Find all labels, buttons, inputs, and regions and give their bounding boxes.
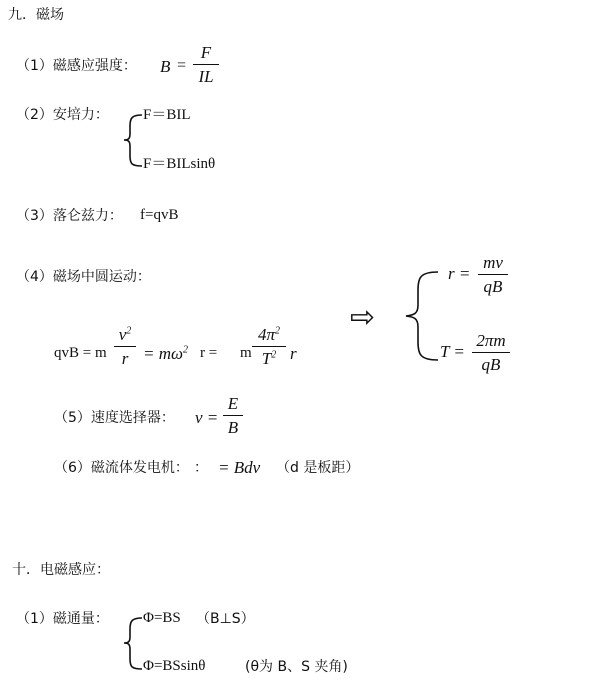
r-lhs: r = [448, 264, 471, 283]
s2-line2: F＝BILsinθ [143, 156, 216, 172]
brace-circular [406, 272, 438, 360]
brace-ampere [124, 115, 142, 166]
qvb-sup-3: 2 [275, 325, 281, 337]
qvb-lhs: qvB = m [54, 345, 107, 361]
s1-numerator: F [200, 43, 212, 62]
qvb-den-1: r [121, 349, 129, 368]
s1-denominator: IL [198, 67, 214, 86]
qvb-den-2: T [261, 349, 272, 368]
s1-label: （1）磁感应强度： [16, 58, 137, 74]
qvb-r: r = [200, 345, 218, 361]
s6-formula: = Bdv [218, 458, 261, 477]
s2-line1: F＝BIL [143, 107, 191, 123]
s3-formula: f=qvB [140, 207, 179, 223]
right-arrow-icon: ⇨ [350, 300, 376, 335]
section-10-title: 十．电磁感应： [12, 562, 110, 578]
qvb-mid: = $m\omega^2$ [143, 344, 189, 363]
s6-colon: ： [194, 460, 208, 476]
qvb-r2: r [290, 344, 297, 363]
t-lhs: T = [440, 342, 465, 361]
s10-1-note2: (θ为 B、S 夹角) [245, 659, 348, 675]
s3-label: （3）落仑兹力： [16, 208, 123, 224]
s10-1-line2: Φ=BSsinθ [143, 658, 206, 674]
s10-1-line1: Φ=BS [143, 610, 181, 626]
s5-denominator: B [227, 418, 239, 437]
s10-1-label: （1）磁通量： [16, 611, 109, 627]
s4-label: （4）磁场中圆运动： [16, 269, 151, 285]
s5-lhs: v = [195, 408, 219, 427]
qvb-sup-1: 2 [126, 325, 132, 337]
s6-label: （6）磁流体发电机： [54, 460, 189, 476]
qvb-num-1: v [118, 325, 127, 344]
r-denominator: qB [483, 277, 503, 296]
section-9-title: 九．磁场 [8, 7, 64, 23]
brace-flux [124, 618, 142, 669]
qvb-sup-2: 2 [183, 344, 189, 356]
s10-1-note1: （B⊥S） [196, 611, 255, 627]
qvb-m: m [240, 345, 252, 361]
qvb-sup-4: 2 [271, 349, 277, 361]
t-numerator: 2πm [476, 331, 506, 350]
s1-lhs: B [160, 57, 171, 76]
s1-eq: = [177, 57, 187, 74]
s6-note: （d 是板距） [276, 460, 360, 476]
s5-label: （5）速度选择器： [54, 410, 175, 426]
qvb-num-2: 4π [257, 325, 276, 344]
t-denominator: qB [481, 355, 501, 374]
s5-numerator: E [227, 394, 239, 413]
s2-label: （2）安培力： [16, 107, 109, 123]
r-numerator: mv [483, 253, 503, 272]
